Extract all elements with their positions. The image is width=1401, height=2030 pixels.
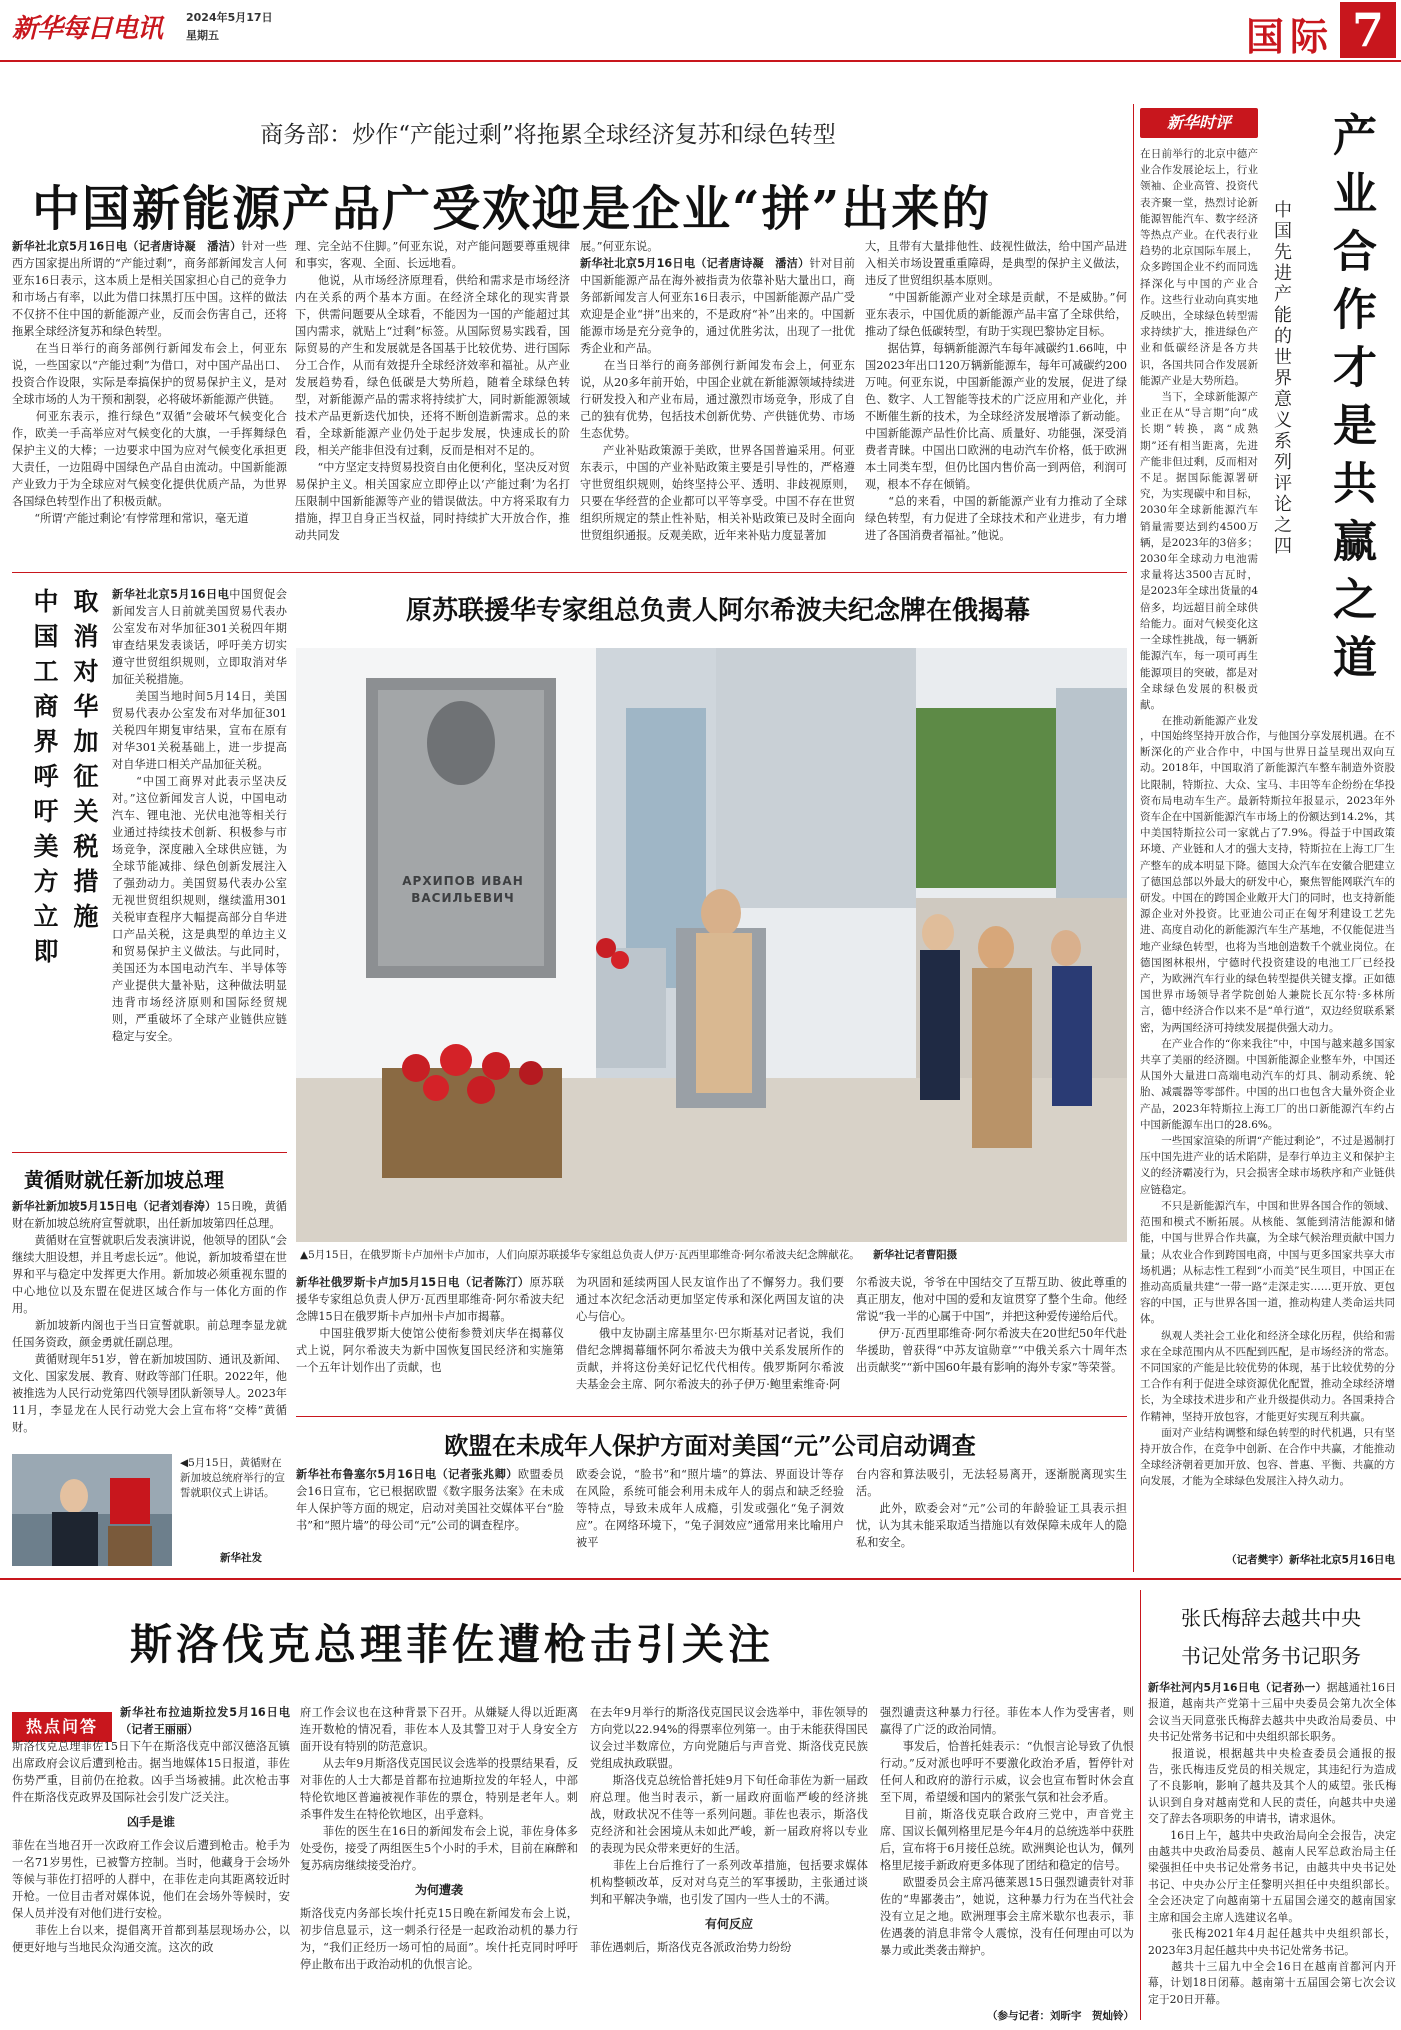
plaque-col2-text: 为巩固和延续两国人民友谊作出了不懈努力。我们要通过本次纪念活动更加坚定传承和深化两国友谊的决心与信心。 俄中友协副主席基里尔·巴尔斯基对记者说，我们借纪念牌揭幕缅怀阿尔希波夫为俄中关系发展所作的贡献，并将这份美好记忆代代相传。俄罗斯阿尔希波夫基金会主席、阿尔希波夫的孙子伊万·鲍里索维奇·阿: [576, 1276, 844, 1391]
slovakia-headline: 斯洛伐克总理菲佐遭枪击引关注: [130, 1620, 775, 1669]
top-col-2: [295, 238, 570, 566]
slovakia-badge: 热点问答: [25, 1717, 98, 1736]
top-col2-text: 理、完全站不住脚。”何亚东说，对产能问题要尊重规律和事实，客观、全面、长远地看。 他说，从市场经济原理看，供给和需求是市场经济内在关系的两个基本方面。在经济全球化的现实背景下，供需问题要从全球看，不能因为一国的产能超过其国内需求，就贴上“过剩”标签。从国际贸易实践看，国际贸易的产生和发展就是各国基于比较优势、进行国际分工合作，从而有效提升全球经济效率和福祉。从产业发展趋势看，绿色低碳是大势所趋，随着全球绿色转型，对新能源产品的需求将持续扩大，同时新能源领域技术产品更新迭代加快，还将不断创造新需求。总的来看，全球新能源产业仍处于起步发展，快速成长的阶段，相关产能非但没有过剩，反而是相对不足的。 “中方坚定支持贸易投资自由化便利化，坚决反对贸易保护主义。相关国家应立即停止以‘产能过剩’为名打压限制中国新能源等产业的错误做法。中方将采取有力措施，捍卫自身正当权益，同时持续扩大开放合作，推动共同发: [295, 240, 570, 542]
commentary-text-continued: ，中国始终坚持开放合作，与他国分享发展机遇。在不断深化的产业合作中，中国与世界日益呈现出双向互动。2018年，中国取消了新能源汽车整车制造外资股比限制，特斯拉、大众、宝马、丰田等车企纷纷在华投资布局电动车生产。最新特斯拉年报显示，2023年外资车企在中国新能源汽车市场上的份额达到14.2%，其中美国特斯拉公司一家就占了7.9%。得益于中国政策环境、产业链和人才的强大支持，特斯拉在上海工厂生产整车的成本明显下降。德国大众汽车在安徽合肥建立了德国总部以外最大的研发中心，聚焦智能网联汽车的研发。中国在的跨国企业敞开大门的同时，也支持新能源企业对外投资。比亚迪公司正在匈牙利建设工艺先进、高度自动化的新能源汽车生产基地，不仅能促进当地产业绿色转型，也将为当地创造数千个就业岗位。在德国图林根州，宁德时代投资建设的电池工厂已经投产，为欧洲汽车行业的绿色转型提供关键支撑。正如德国世界市场领导者学院创始人兼院长瓦尔特·多林所言，德中经济合作以来不是“单行道”，双边经贸联系紧密，为两国经济可持续发展提供强大动力。 在产业合作的“你来我往”中，中国与越来越多国家共享了美丽的经济圈。中国新能源企业整车外，中国还从国外大量进口高端电动汽车的灯具、制动系统、轮胎、减震器等零部件。中国的出口也包含大量外资企业产品，2023年特斯拉上海工厂的出口新能源汽车约占中国新能源车出口的28.6%。 一些国家渲染的所谓“产能过剩论”，不过是遏制打压中国先进产业的话术陷阱，是奉行单边主义和保护主义的经济霸凌行为，只会损害全球市场秩序和产业链供应链稳定。 不只是新能源汽车，中国和世界各国合作的领域、范围和模式不断拓展。从核能、氢能到清洁能源和储能，中国与世界合作共赢，为全球气候治理贡献中国力量；从农业合作到跨国电商，中国与更多国家共享大市场机遇；从标志性工程到“小而美”民生项目，中国正在推动高质量共建“一带一路”走深走实……更开放、更包容的中国，正与世界各国一道，推动构建人类命运共同体。 纵观人类社会工业化和经济全球化历程，供给和需求在全球范围内从不匹配到匹配，是市场经济的常态。不同国家的产能是比较优势的体现，基于比较优势的分工合作有利于促进全球资源优化配置，推动全球经济增长，为全球技术进步和产业升级提供动力。各国秉持合作精神，坚持开放包容，才能更好实现互利共赢。 面对产业结构调整和绿色转型的时代机遇，只有坚持开放合作，在竞争中创新、在合作中共赢，才能推动全球经济朝着更加开放、包容、普惠、平衡、共赢的方向发展，才能为全球绿色发展注入持久动力。: [1140, 730, 1395, 1488]
top-col3-byline: 新华社北京5月16日电（记者唐诗凝 潘洁）: [580, 257, 810, 270]
plaque-caption: [300, 1248, 1122, 1263]
plaque-byline: 新华社俄罗斯卡卢加5月15日电（记者陈汀）: [296, 1276, 530, 1289]
eu-headline: 欧盟在未成年人保护方面对美国“元”公司启动调查: [444, 1431, 976, 1460]
commentary-series: 中国先进产能的世界意义系列评论之四: [1271, 200, 1292, 557]
vietnam-headline-1: 张氏梅辞去越共中央: [1181, 1606, 1361, 1630]
tariff-headline-col-1: 中国工商界呼吁美方立即: [30, 588, 59, 973]
top-story-rule: [12, 572, 1127, 573]
plaque-col3-text: 尔希波夫说，爷爷在中国结交了互帮互助、彼此尊重的真正朋友，他对中国的爱和友谊贯穿了整个生命。他经常说“我一半的心属于中国”，并把这种爱传递给后代。 伊万·瓦西里耶维奇·阿尔希波夫在20世纪50年代赴华援助，曾获得“中苏友谊勋章”“中俄关系六十周年杰出贡献奖”“新中国60年最有影响的海外专家”等荣誉。: [856, 1276, 1127, 1374]
eu-col-1: [296, 1466, 564, 1562]
vietnam-body: [1148, 1680, 1396, 2024]
top-col-1: [12, 238, 287, 566]
singapore-caption: ◀5月15日，黄循财在新加坡总统府举行的宣誓就职仪式上讲话。: [180, 1457, 285, 1499]
eu-col-3: [856, 1466, 1127, 1562]
tariff-text: 中国贸促会新闻发言人日前就美国贸易代表办公室发布对华加征301关税四年期审查结果发表谈话，呼吁美方切实遵守世贸组织规则，立即取消对华加征关税措施。 美国当地时间5月14日，美国贸易代表办公室发布对华加征301关税四年期复审结果，宣布在原有对华301关税基础上，进一步提高对自华进口相关产品加征关税。 “中国工商界对此表示坚决反对。”这位新闻发言人说，中国电动汽车、锂电池、光伏电池等相关行业通过持续技术创新、积极参与市场竞争，深度融入全球供应链，为全球节能减排、绿色创新发展注入了强劲动力。美国贸易代表办公室无视世贸组织规则，继续滥用301关税审查程序大幅提高部分自华进口产品关税，这是典型的单边主义和贸易保护主义做法。与此同时，美国还为本国电动汽车、半导体等产业提供大量补贴，这种做法明显违背市场经济原则和国际经贸规则，严重破坏了全球产业链供应链稳定与安全。: [112, 588, 287, 1043]
top-col1-text: 针对一些西方国家提出所谓的“产能过剩”，商务部新闻发言人何亚东16日表示，这本质上是相关国家担心自己的竞争力和市场占有率，以此为借口抹黑打压中国。这样的做法不仅挤不住中国的新能源产业，反而会伤害自己，还将拖累全球经济复苏和绿色转型。 在当日举行的商务部例行新闻发布会上，何亚东说，一些国家以“产能过剩”为借口，对中国产品出口、投资合作设限，实际是奉搞保护的贸易保护主义，是对全球市场的人为干预和割裂，必将破坏新能源产供链。 何亚东表示，推行绿色“双循”会破坏气候变化合作，欧美一手高举应对气候变化的大旗，一手挥舞绿色保护主义的大棒；一边要求中国为应对气候变化承担更大责任，一边阻碍中国绿色产品自由流动。中国新能源产业致力于为全球应对气候变化提供优质产品，为世界各国绿色转型作出了积极贡献。 “所谓‘产能过剩论’有悖常理和常识，毫无道: [12, 240, 287, 525]
section-name: 国际: [1246, 14, 1335, 59]
vietnam-divider: [1140, 1590, 1141, 2020]
slovakia-s1-text: 菲佐在当地召开一次政府工作会议后遭到枪击。枪手为一名71岁男性，已被警方控制。当时，他藏身于会场外等候与菲佐打招呼的人群中，在菲佐走向其距离较近时开枪。一位目击者对媒体说，他们在会场外等候时，安保人员并没有对他们进行安检。 菲佐上台以来，提倡离开首都到基层现场办公，以便更好地与当地民众沟通交流。这次的政: [12, 1839, 290, 1954]
top-col4-text: 大，且带有大量排他性、歧视性做法，给中国产品进入相关市场设置重重障碍，是典型的保护主义做法，违反了世贸组织基本原则。 “中国新能源产业对全球是贡献，不是威胁。”何亚东表示，中国优质的新能源产品丰富了全球供给，推动了绿色低碳转型，有助于实现巴黎协定目标。 据估算，每辆新能源汽车每年减碳约1.66吨，中国2023年出口120万辆新能源车，每年可减碳约200万吨。何亚东说，中国新能源产业的发展，促进了绿色、数字、人工智能等技术的广泛应用和产业化，并不断催生新的技术，为全球经济发展增添了新动能。中国新能源产品性价比高、质量好、功能强，深受消费者青睐。中国出口欧洲的电动汽车价格，低于欧洲本土同类车型，但仍比国内售价高一到两倍，利润可观，根本不存在倾销。 “总的来看，中国的新能源产业有力推动了全球绿色转型，有力促进了全球技术和产业进步，有力增进了各国消费者福祉。”他说。: [865, 240, 1127, 542]
singapore-text: 15日晚，黄循财在新加坡总统府宣誓就职，出任新加坡第四任总理。 黄循财在宣誓就职后发表演讲说，他领导的团队“会继续大胆设想，并且考虑长远”。他说，新加坡希望在世界和平与稳定中发挥更大作用。新加坡必须重视东盟的中心地位以及东盟在促进区域合作与一体化方面的作用。 新加坡新内阁也于当日宣誓就职。前总理李显龙就任国务资政，颜金勇就任副总理。 黄循财现年51岁，曾在新加坡国防、通讯及新闻、文化、国家发展、教育、财政等部门任职。2022年，他被推选为人民行动党第四代领导团队新领导人。2023年11月，李显龙在人民行动党大会上宣布将“交棒”黄循财。: [12, 1200, 287, 1434]
tariff-rule: [12, 1152, 287, 1153]
vietnam-text: 据越通社16日报道，越南共产党第十三届中央委员会第九次全体会议当天同意张氏梅辞去越共中央政治局委员、中央书记处常务书记和中央组织部长职务。 报道说，根据越共中央检查委员会通报的报告，张氏梅违反党员的相关规定，其违纪行为造成了不良影响，影响了越共及其个人的威望。张氏梅认识到自身对越南党和人民的责任，向越共中央递交了辞去各项职务的申请书，请求退休。 16日上午，越共中央政治局向全会报告，决定由越共中央政治局委员、越南人民军总政治局主任梁强担任中央书记处常务书记，由越共中央书记处书记、中央办公厅主任黎明兴担任中央组织部长。全会还决定了向越南第十五届国会递交的越南国家主席和国会主席人选建议名单。 张氏梅2021年4月起任越共中央组织部长，2023年3月起任越共中央书记处常务书记。 越共十三届九中全会16日在越南首都河内开幕，计划18日闭幕。越南第十五届国会第七次会议定于20日开幕。: [1148, 1681, 1396, 2006]
singapore-headline: 黄循财就任新加坡总理: [24, 1168, 224, 1192]
singapore-photo-image: [12, 1454, 172, 1566]
top-kicker: 商务部：炒作“产能过剩”将拖累全球经济复苏和绿色转型: [260, 122, 836, 148]
slovakia-col3-text: 在去年9月举行的斯洛伐克国民议会选举中，菲佐领导的方向党以22.94%的得票率位列第一。由于未能获得国民议会过半数席位，方向党随后与声音党、斯洛伐克民族党组成执政联盟。 斯洛伐克总统恰普托娃9月下旬任命菲佐为新一届政府总理。他当时表示，新一届政府面临严峻的经济挑战，财政状况不佳等一系列问题。菲佐也表示，斯洛伐克经济和社会困境从未如此严峻，新一届政府将以专业的表现为民众带来更好的生活。 菲佐上台后推行了一系列改革措施，包括要求媒体机构整顿改革，反对对乌克兰的军事援助，主张通过谈判和平解决争端，也引发了国内一些人士的不满。: [590, 1706, 868, 1906]
top-col3-lead: 展。”何亚东说。: [580, 240, 659, 253]
slovakia-subhead-2: 为何遭袭: [414, 1883, 463, 1897]
commentary-badge: 新华时评: [1166, 113, 1231, 132]
masthead-rule: [0, 60, 1401, 62]
plaque-credit: 新华社记者曹阳摄: [873, 1249, 958, 1261]
slovakia-s2-text: 斯洛伐克内务部长埃什托克15日晚在新闻发布会上说，初步信息显示，这一刺杀行径是一起政治动机的暴力行为，“我们正经历一场可怕的局面”。埃什托克同时呼吁停止散布出于政治动机的仇恨言论。: [300, 1907, 578, 1971]
singapore-credit: 新华社发: [220, 1552, 262, 1564]
eu-col-2: [576, 1466, 844, 1562]
commentary-body-bottom: [1140, 728, 1395, 1550]
plaque-col-1: [296, 1274, 564, 1408]
singapore-photo: [12, 1454, 172, 1566]
slovakia-col-4: [880, 1704, 1134, 2004]
slovakia-subhead-1: 凶手是谁: [126, 1815, 175, 1829]
eu-col1-text: 欧盟委员会16日宣布，它已根据欧盟《数字服务法案》在未成年人保护等方面的规定，启动对美国社交媒体平台“脸书”和“照片墙”的母公司“元”公司的调查程序。: [296, 1468, 564, 1532]
top-col-4: [865, 238, 1127, 566]
eu-col2-text: 欧委会说，“脸书”和“照片墙”的算法、界面设计等存在风险，系统可能会利用未成年人的弱点和缺乏经验等特点，导致未成年人成瘾，引发或强化“兔子洞效应”。在网络环境下，“兔子洞效应”通常用来比喻用户被平: [576, 1468, 844, 1549]
eu-col3-text: 台内容和算法吸引，无法轻易离开，逐渐脱离现实生活。 此外，欧委会对“元”公司的年龄验证工具表示担忧，认为其未能采取适当措施以有效保障未成年人的隐私和安全。: [856, 1468, 1127, 1549]
top-headline: 中国新能源产品广受欢迎是企业“拼”出来的: [32, 181, 992, 237]
commentary-body-top: [1140, 146, 1258, 728]
slovakia-byline: 新华社布拉迪斯拉发5月16日电（记者王丽丽）: [120, 1706, 290, 1736]
commentary-text: 在日前举行的北京中德产业合作发展论坛上，行业领袖、企业高管、投资代表齐聚一堂，热烈讨论新能源智能汽车、数字经济等热点产业。在代表行业趋势的北京国际车展上，众多跨国企业不约而同选择深化与中国的产业合作。这些行业动向真实地反映出，全球绿色转型需求持续扩大，推进绿色产业和低碳经济是各方共识，各国共同合作发展新能源产业是大势所趋。 当下，全球新能源产业正在从“导言期”向“成长期”转换，离“成熟期”还有相当距离，先进产能非但过剩，反而相对不足。据国际能源署研究，为实现碳中和目标，2030年全球新能源汽车销量需要达到约4500万辆，是2023年的3倍多；2030年全球动力电池需求量将达3500吉瓦时，是2023年全球出货量的4倍多，均远超目前全球供给能力。面对气候变化这一全球性挑战，每一辆新能源汽车，每一项可再生能源项目的突破，都是对全球绿色发展的积极贡献。 在推动新能源产业发: [1140, 148, 1258, 728]
commentary-title: 产业合作才是共赢之道: [1325, 112, 1376, 692]
tariff-col-1: [112, 586, 287, 1044]
singapore-body: [12, 1198, 287, 1448]
slovakia-lead: 斯洛伐克总理菲佐15日下午在斯洛伐克中部汉德洛瓦镇出席政府会议后遭到枪击。据当地媒体15日报道，菲佐伤势严重，目前仍在抢救。凶手当场被捕。此次枪击事件在斯洛伐克政界及国际社会引发广泛关注。: [12, 1740, 290, 1804]
masthead: [0, 0, 1401, 60]
issue-date: 2024年5月17日: [186, 11, 273, 24]
issue-weekday: 星期五: [186, 29, 219, 42]
slovakia-subhead-3: 有何反应: [704, 1917, 753, 1931]
eu-byline: 新华社布鲁塞尔5月16日电（记者张兆卿）: [296, 1468, 518, 1481]
vietnam-byline: 新华社河内5月16日电（记者孙一）: [1148, 1681, 1327, 1694]
plaque-rule: [296, 1416, 1127, 1417]
top-col1-byline: 新华社北京5月16日电（记者唐诗凝 潘洁）: [12, 240, 242, 253]
commentary-flow-wrapper: [1140, 728, 1395, 1490]
slovakia-credit: （参与记者：刘昕宇 贺灿铃）: [987, 2010, 1134, 2022]
slovakia-col4-text: 强烈谴责这种暴力行径。菲佐本人作为受害者，则赢得了广泛的政治同情。 事发后，恰普托娃表示：“仇恨言论导致了仇恨行动。”反对派也呼吁不要激化政治矛盾，暂停针对任何人和政府的游行示威，议会也宣布暂时休会直至下周，希望缓和国内的紧张气氛和社会矛盾。 目前，斯洛伐克联合政府三党中，声音党主席、国议长佩列格里尼是今年4月的总统选举中获胜后，宣布将于6月接任总统。欧洲舆论也认为，佩列格里尼接手新政府更多体现了团结和稳定的信号。 欧盟委员会主席冯德莱恩15日强烈谴责针对菲佐的“卑鄙袭击”，她说，这种暴力行为在当代社会没有立足之地。欧洲理事会主席米歇尔也表示，菲佐遇袭的消息非常令人震惊，没有任何理由可以为暴力或此类袭击辩护。: [880, 1706, 1134, 1957]
slovakia-s3-text: 菲佐遇刺后，斯洛伐克各派政治势力纷纷: [590, 1941, 792, 1954]
singapore-byline: 新华社新加坡5月15日电（记者刘春涛）: [12, 1200, 217, 1213]
slovakia-col2-text: 府工作会议也在这种背景下召开。从嫌疑人得以近距离连开数枪的情况看，菲佐本人及其警卫对于人身安全方面开设有特别的防范意识。 从去年9月斯洛伐克国民议会选举的投票结果看，反对菲佐的人士大都是首都布拉迪斯拉发的年轻人，中部特伦钦地区普遍被视作菲佐的票仓，特别是老年人。刺杀事件发生在特伦钦地区，出乎意料。 菲佐的医生在16日的新闻发布会上说，菲佐身体多处受伤，接受了两组医生5个小时的手术，目前在麻醉和复苏病房继续接受治疗。: [300, 1706, 578, 1872]
plaque-col-2: [576, 1274, 844, 1408]
commentary-divider: [1133, 104, 1134, 1572]
plaque-inscription: АРХИПОВ ИВАН ВАСИЛЬЕВИЧ: [402, 874, 524, 905]
tariff-headline-col-2: 取消对华加征关税措施: [70, 588, 99, 938]
middle-rule: [0, 1578, 1401, 1580]
top-col3-text: 针对目前中国新能源产品在海外被指责为依靠补贴大量出口，商务部新闻发言人何亚东16日表示，中国新能源产品广受欢迎是企业“拼”出来的，不是政府“补”出来的。中国新能源市场是充分竞争的，通过优胜劣汰，出现了一批优秀企业和产品。 在当日举行的商务部例行新闻发布会上，何亚东说，从20多年前开始，中国企业就在新能源领域持续进行研发投入和产业布局，通过激烈市场竞争，形成了自己的独有优势，包括技术创新优势、产供链优势、市场生态优势。 产业补贴政策源于美欧，世界各国普遍采用。何亚东表示，中国的产业补贴政策主要是引导性的，严格遵守世贸组织规则，始终坚持公平、透明、非歧视原则，只要在华经营的企业都可以平等享受。中国不存在世贸组织所规定的禁止性补贴，相关补贴政策已及时全面向世贸组织通报。反观美欧，近年来补贴力度显著加: [580, 257, 855, 542]
masthead-logo: 新华每日电讯: [12, 14, 163, 44]
plaque-headline: 原苏联援华专家组总负责人阿尔希波夫纪念牌在俄揭幕: [405, 596, 1030, 626]
tariff-byline: 新华社北京5月16日电: [112, 588, 230, 601]
plaque-caption-text: ▲5月15日，在俄罗斯卡卢加州卡卢加市，人们向原苏联援华专家组总负责人伊万·瓦西里耶维奇·阿尔希波夫纪念牌献花。: [300, 1249, 860, 1261]
plaque-col1-text: 原苏联援华专家组总负责人伊万·瓦西里耶维奇·阿尔希波夫纪念牌15日在俄罗斯卡卢加州卡卢加市揭幕。 中国驻俄罗斯大使馆公使衔参赞刘庆华在揭幕仪式上说，阿尔希波夫为新中国恢复国民经济和实施第一个五年计划作出了贡献，也: [296, 1276, 564, 1374]
plaque-col-3: [856, 1274, 1127, 1408]
plaque-photo: [296, 648, 1127, 1242]
page-number: 7: [1351, 3, 1384, 57]
slovakia-col-1: [12, 1704, 290, 2024]
vietnam-headline-2: 书记处常务书记职务: [1181, 1644, 1361, 1668]
plaque-photo-image: [296, 648, 1127, 1242]
top-col-3: [580, 238, 855, 566]
slovakia-col-3: [590, 1704, 868, 2024]
slovakia-col-2: [300, 1704, 578, 2024]
commentary-byline: （记者樊宇）新华社北京5月16日电: [1226, 1554, 1395, 1566]
